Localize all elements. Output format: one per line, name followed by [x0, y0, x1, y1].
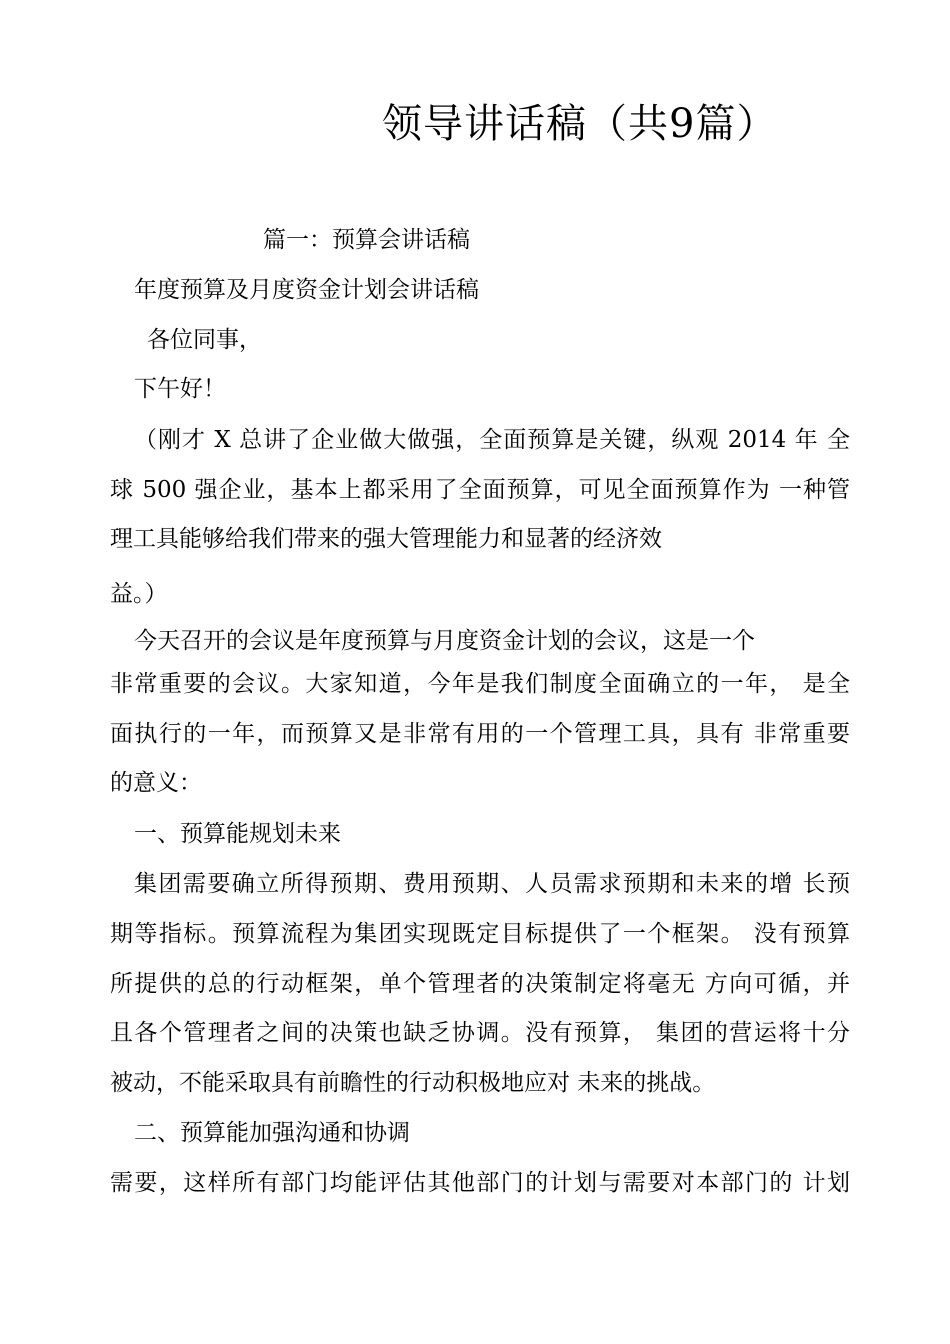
point1-line: 集团需要确立所得预期、费用预期、人员需求预期和未来的增 长预 — [134, 871, 850, 897]
intro-line: 益。） — [110, 581, 168, 607]
point1-line: 所提供的总的行动框架，单个管理者的决策制定将毫无 方向可循，并 — [110, 971, 850, 997]
salutation: 各位同事， — [147, 327, 262, 353]
point2-line: 需要，这样所有部门均能评估其他部门的计划与需要对本部门的 计划 — [110, 1170, 850, 1196]
intro-line: （刚才 X 总讲了企业做大做强，全面预算是关键，纵观 2014 年 全 — [134, 427, 850, 453]
point1-line: 期等指标。预算流程为集团实现既定目标提供了一个框架。 没有预算 — [110, 921, 850, 947]
intro-line: 球 500 强企业，基本上都采用了全面预算，可见全面预算作为 一种管 — [110, 477, 850, 503]
greeting: 下午好！ — [134, 376, 226, 402]
meeting-line: 今天召开的会议是年度预算与月度资金计划的会议，这是一个 — [134, 628, 755, 654]
intro-line: 理工具能够给我们带来的强大管理能力和显著的经济效 — [110, 526, 662, 552]
section-heading: 篇一：预算会讲话稿 — [263, 227, 470, 253]
point1-heading: 一、预算能规划未来 — [134, 821, 341, 847]
point2-heading: 二、预算能加强沟通和协调 — [134, 1120, 410, 1146]
meeting-line: 非常重要的会议。大家知道，今年是我们制度全面确立的一年， 是全 — [110, 671, 850, 697]
point1-line: 且各个管理者之间的决策也缺乏协调。没有预算， 集团的营运将十分 — [110, 1020, 850, 1046]
meeting-line: 面执行的一年，而预算又是非常有用的一个管理工具，具有 非常重要 — [110, 721, 850, 747]
meeting-line: 的意义： — [110, 770, 202, 796]
document-title: 领导讲话稿（共9篇） — [382, 101, 778, 147]
point1-line: 被动，不能采取具有前瞻性的行动积极地应对 未来的挑战。 — [110, 1070, 716, 1096]
speech-title: 年度预算及月度资金计划会讲话稿 — [134, 277, 479, 303]
